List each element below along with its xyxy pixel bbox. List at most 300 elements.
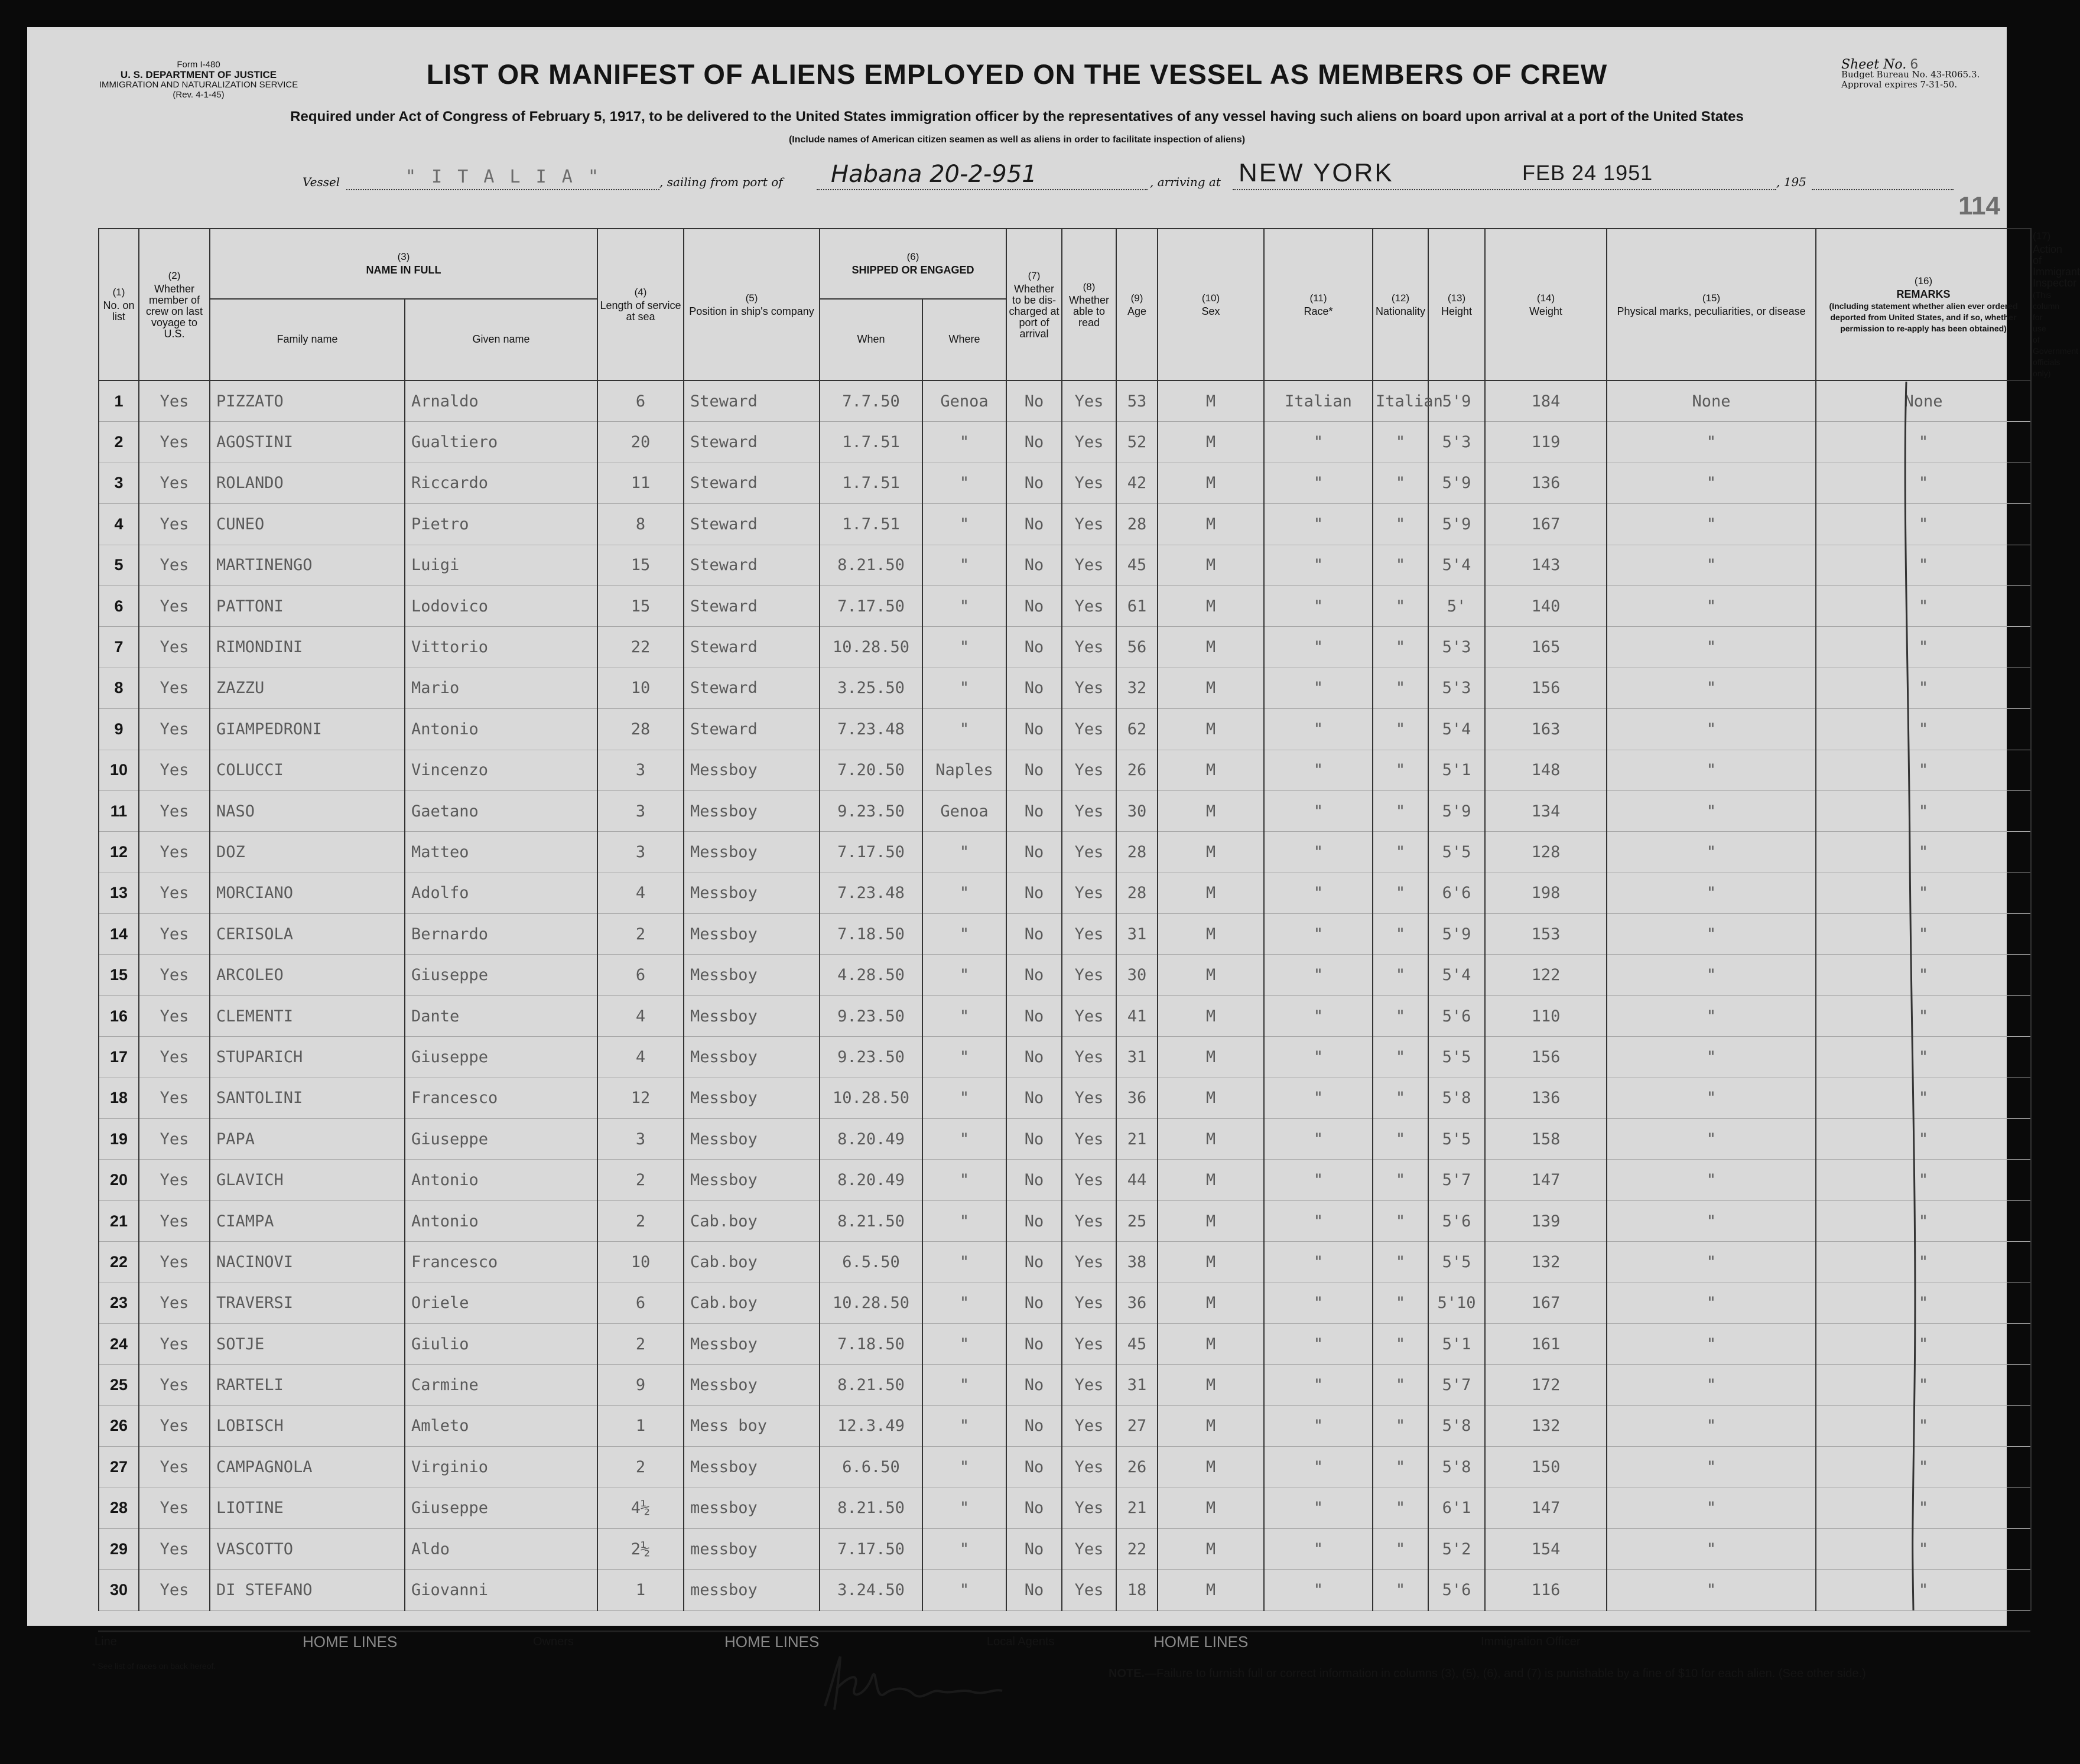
discharged-cell: No bbox=[1006, 1488, 1062, 1528]
read-cell: Yes bbox=[1062, 709, 1116, 750]
sex-cell: M bbox=[1158, 955, 1264, 995]
table-row bbox=[99, 1447, 2031, 1488]
sex-cell: M bbox=[1158, 545, 1264, 585]
row-number: 17 bbox=[99, 1037, 139, 1078]
when-cell: 8.21.50 bbox=[820, 1365, 922, 1405]
col-header-position: (5) Position in ship's company bbox=[684, 229, 820, 380]
service-cell: 2½ bbox=[597, 1528, 684, 1569]
table-row bbox=[99, 585, 2031, 626]
given-name-cell: Pietro bbox=[405, 504, 597, 545]
page-subnote: (Include names of American citizen seamen as well as aliens in order to facilitate inspection of aliens) bbox=[788, 135, 1246, 145]
race-cell: " bbox=[1264, 668, 1373, 708]
where-cell: " bbox=[922, 1037, 1006, 1078]
family-name-cell: RIMONDINI bbox=[210, 627, 405, 668]
read-cell: Yes bbox=[1062, 422, 1116, 463]
position-cell: Steward bbox=[684, 545, 820, 585]
port-of-arrival: NEW YORK bbox=[1239, 158, 1394, 187]
col-header-no: (1) No. on list bbox=[99, 229, 139, 380]
when-cell: 8.21.50 bbox=[820, 545, 922, 585]
weight-cell: 139 bbox=[1485, 1200, 1607, 1241]
race-cell: " bbox=[1264, 627, 1373, 668]
height-cell: 6'1 bbox=[1428, 1488, 1485, 1528]
table-row bbox=[99, 709, 2031, 750]
age-cell: 52 bbox=[1116, 422, 1158, 463]
where-cell: " bbox=[922, 1365, 1006, 1405]
discharged-cell: No bbox=[1006, 790, 1062, 831]
sex-cell: M bbox=[1158, 1200, 1264, 1241]
service-cell: 2 bbox=[597, 914, 684, 955]
given-name-cell: Oriele bbox=[405, 1283, 597, 1323]
service-cell: 4 bbox=[597, 873, 684, 913]
prev-voyage-cell: Yes bbox=[139, 585, 210, 626]
marks-cell: " bbox=[1607, 873, 1816, 913]
row-number: 30 bbox=[99, 1570, 139, 1610]
col-header-nationality: (12) Nationality bbox=[1373, 229, 1428, 380]
col-header-age: (9) Age bbox=[1116, 229, 1158, 380]
height-cell: 5'10 bbox=[1428, 1283, 1485, 1323]
family-name-cell: COLUCCI bbox=[210, 750, 405, 790]
position-cell: Messboy bbox=[684, 995, 820, 1036]
race-cell: " bbox=[1264, 1200, 1373, 1241]
prev-voyage-cell: Yes bbox=[139, 750, 210, 790]
row-number: 9 bbox=[99, 709, 139, 750]
race-cell: " bbox=[1264, 873, 1373, 913]
marks-cell: " bbox=[1607, 504, 1816, 545]
remarks-cell: " bbox=[1816, 1365, 2031, 1405]
sex-cell: M bbox=[1158, 1365, 1264, 1405]
remarks-cell: " bbox=[1816, 585, 2031, 626]
remarks-cell: " bbox=[1816, 709, 2031, 750]
prev-voyage-cell: Yes bbox=[139, 709, 210, 750]
owners-label: Owners bbox=[533, 1635, 574, 1648]
row-number: 21 bbox=[99, 1200, 139, 1241]
sex-cell: M bbox=[1158, 1037, 1264, 1078]
agents-label: Local Agents bbox=[987, 1635, 1055, 1648]
marks-cell: " bbox=[1607, 1528, 1816, 1569]
age-cell: 18 bbox=[1116, 1570, 1158, 1610]
weight-cell: 148 bbox=[1485, 750, 1607, 790]
position-cell: Steward bbox=[684, 380, 820, 422]
given-name-cell: Bernardo bbox=[405, 914, 597, 955]
sex-cell: M bbox=[1158, 668, 1264, 708]
height-cell: 5'3 bbox=[1428, 668, 1485, 708]
sex-cell: M bbox=[1158, 422, 1264, 463]
age-cell: 22 bbox=[1116, 1528, 1158, 1569]
height-cell: 5'5 bbox=[1428, 1037, 1485, 1078]
col-header-when: When bbox=[820, 299, 922, 380]
height-cell: 5'6 bbox=[1428, 1200, 1485, 1241]
footer-rule bbox=[98, 1630, 2030, 1632]
nationality-cell: " bbox=[1373, 914, 1428, 955]
when-cell: 7.20.50 bbox=[820, 750, 922, 790]
marks-cell: " bbox=[1607, 585, 1816, 626]
age-cell: 30 bbox=[1116, 955, 1158, 995]
prev-voyage-cell: Yes bbox=[139, 463, 210, 503]
row-number: 23 bbox=[99, 1283, 139, 1323]
height-cell: 5'6 bbox=[1428, 995, 1485, 1036]
weight-cell: 147 bbox=[1485, 1160, 1607, 1200]
remarks-cell: " bbox=[1816, 1528, 2031, 1569]
race-cell: " bbox=[1264, 463, 1373, 503]
race-cell: " bbox=[1264, 1405, 1373, 1446]
marks-cell: " bbox=[1607, 668, 1816, 708]
discharged-cell: No bbox=[1006, 873, 1062, 913]
prev-voyage-cell: Yes bbox=[139, 380, 210, 422]
read-cell: Yes bbox=[1062, 380, 1116, 422]
position-cell: Steward bbox=[684, 504, 820, 545]
height-cell: 5'4 bbox=[1428, 955, 1485, 995]
position-cell: Messboy bbox=[684, 1037, 820, 1078]
where-cell: " bbox=[922, 1200, 1006, 1241]
family-name-cell: PATTONI bbox=[210, 585, 405, 626]
table-row bbox=[99, 504, 2031, 545]
remarks-cell: " bbox=[1816, 463, 2031, 503]
weight-cell: 116 bbox=[1485, 1570, 1607, 1610]
height-cell: 5'5 bbox=[1428, 1119, 1485, 1160]
row-number: 4 bbox=[99, 504, 139, 545]
when-cell: 7.23.48 bbox=[820, 873, 922, 913]
age-cell: 28 bbox=[1116, 832, 1158, 873]
where-cell: " bbox=[922, 504, 1006, 545]
table-row bbox=[99, 1242, 2031, 1283]
where-cell: " bbox=[922, 627, 1006, 668]
height-cell: 5'9 bbox=[1428, 463, 1485, 503]
remarks-cell: " bbox=[1816, 504, 2031, 545]
race-cell: " bbox=[1264, 1488, 1373, 1528]
weight-cell: 140 bbox=[1485, 585, 1607, 626]
sex-cell: M bbox=[1158, 914, 1264, 955]
nationality-cell: " bbox=[1373, 422, 1428, 463]
height-cell: 5'7 bbox=[1428, 1160, 1485, 1200]
row-number: 7 bbox=[99, 627, 139, 668]
given-name-cell: Dante bbox=[405, 995, 597, 1036]
where-cell: " bbox=[922, 1078, 1006, 1118]
discharged-cell: No bbox=[1006, 1242, 1062, 1283]
height-cell: 5'7 bbox=[1428, 1365, 1485, 1405]
race-cell: " bbox=[1264, 914, 1373, 955]
col-header-name: (3) NAME IN FULL bbox=[210, 229, 597, 299]
read-cell: Yes bbox=[1062, 790, 1116, 831]
sex-cell: M bbox=[1158, 709, 1264, 750]
where-cell: " bbox=[922, 1242, 1006, 1283]
prev-voyage-cell: Yes bbox=[139, 1570, 210, 1610]
marks-cell: " bbox=[1607, 1160, 1816, 1200]
height-cell: 5'3 bbox=[1428, 627, 1485, 668]
given-name-cell: Antonio bbox=[405, 1160, 597, 1200]
table-row bbox=[99, 1488, 2031, 1528]
remarks-cell: " bbox=[1816, 1200, 2031, 1241]
race-cell: " bbox=[1264, 955, 1373, 995]
nationality-cell: " bbox=[1373, 1570, 1428, 1610]
weight-cell: 119 bbox=[1485, 422, 1607, 463]
race-cell: " bbox=[1264, 709, 1373, 750]
given-name-cell: Giuseppe bbox=[405, 1488, 597, 1528]
race-cell: " bbox=[1264, 1570, 1373, 1610]
table-row bbox=[99, 955, 2031, 995]
family-name-cell: TRAVERSI bbox=[210, 1283, 405, 1323]
weight-cell: 167 bbox=[1485, 504, 1607, 545]
nationality-cell: " bbox=[1373, 1283, 1428, 1323]
height-cell: 5'8 bbox=[1428, 1078, 1485, 1118]
officer-signature bbox=[813, 1653, 1008, 1712]
position-cell: messboy bbox=[684, 1570, 820, 1610]
budget-bureau: Budget Bureau No. 43-R065.3. bbox=[1841, 69, 1980, 80]
given-name-cell: Giuseppe bbox=[405, 1119, 597, 1160]
where-cell: " bbox=[922, 1405, 1006, 1446]
port-of-departure: Habana 20-2-951 bbox=[831, 161, 1037, 188]
weight-cell: 147 bbox=[1485, 1488, 1607, 1528]
prev-voyage-cell: Yes bbox=[139, 1405, 210, 1446]
row-number: 15 bbox=[99, 955, 139, 995]
race-cell: " bbox=[1264, 585, 1373, 626]
service-cell: 9 bbox=[597, 1365, 684, 1405]
position-cell: Cab.boy bbox=[684, 1242, 820, 1283]
service-cell: 20 bbox=[597, 422, 684, 463]
position-cell: messboy bbox=[684, 1528, 820, 1569]
weight-cell: 132 bbox=[1485, 1242, 1607, 1283]
position-cell: Messboy bbox=[684, 955, 820, 995]
agents-value: HOME LINES bbox=[1153, 1633, 1249, 1651]
family-name-cell: MORCIANO bbox=[210, 873, 405, 913]
agency-subname: IMMIGRATION AND NATURALIZATION SERVICE bbox=[99, 80, 298, 90]
race-cell: " bbox=[1264, 1447, 1373, 1488]
age-cell: 41 bbox=[1116, 995, 1158, 1036]
table-row bbox=[99, 627, 2031, 668]
marks-cell: " bbox=[1607, 790, 1816, 831]
family-name-cell: CUNEO bbox=[210, 504, 405, 545]
col-header-height: (13) Height bbox=[1428, 229, 1485, 380]
discharged-cell: No bbox=[1006, 1570, 1062, 1610]
position-cell: Messboy bbox=[684, 750, 820, 790]
given-name-cell: Gualtiero bbox=[405, 422, 597, 463]
discharged-cell: No bbox=[1006, 1037, 1062, 1078]
marks-cell: " bbox=[1607, 1037, 1816, 1078]
marks-cell: " bbox=[1607, 832, 1816, 873]
sex-cell: M bbox=[1158, 627, 1264, 668]
age-cell: 42 bbox=[1116, 463, 1158, 503]
remarks-cell: " bbox=[1816, 955, 2031, 995]
read-cell: Yes bbox=[1062, 1365, 1116, 1405]
nationality-cell: " bbox=[1373, 668, 1428, 708]
given-name-cell: Giulio bbox=[405, 1323, 597, 1364]
prev-voyage-cell: Yes bbox=[139, 1365, 210, 1405]
table-row bbox=[99, 1570, 2031, 1610]
nationality-cell: " bbox=[1373, 750, 1428, 790]
prev-voyage-cell: Yes bbox=[139, 873, 210, 913]
nationality-cell: " bbox=[1373, 1528, 1428, 1569]
height-cell: 5'1 bbox=[1428, 1323, 1485, 1364]
sex-cell: M bbox=[1158, 463, 1264, 503]
when-cell: 12.3.49 bbox=[820, 1405, 922, 1446]
where-cell: " bbox=[922, 1119, 1006, 1160]
weight-cell: 153 bbox=[1485, 914, 1607, 955]
col-header-remarks: (16) REMARKS (Including statement whether alien ever ordered deported from United States, and if so, whether permission to re-apply has been obtained) bbox=[1816, 229, 2031, 380]
form-id: Form I-480 bbox=[177, 60, 220, 70]
remarks-cell: None bbox=[1816, 380, 2031, 422]
manifest-sheet bbox=[27, 27, 2080, 1680]
weight-cell: 154 bbox=[1485, 1528, 1607, 1569]
weight-cell: 122 bbox=[1485, 955, 1607, 995]
remarks-cell: " bbox=[1816, 627, 2031, 668]
position-cell: Steward bbox=[684, 668, 820, 708]
sex-cell: M bbox=[1158, 750, 1264, 790]
when-cell: 10.28.50 bbox=[820, 627, 922, 668]
penalty-note: NOTE.—Failure to furnish full or correct information in columns (3), (5), (6), and (7) is punishable by a fine of $10 for each alien. (See other side.) bbox=[1109, 1667, 1866, 1680]
nationality-cell: " bbox=[1373, 1160, 1428, 1200]
weight-cell: 128 bbox=[1485, 832, 1607, 873]
where-cell: " bbox=[922, 1447, 1006, 1488]
sheet-number: 6 bbox=[1910, 57, 1919, 72]
family-name-cell: DOZ bbox=[210, 832, 405, 873]
height-cell: 5'9 bbox=[1428, 380, 1485, 422]
weight-cell: 156 bbox=[1485, 1037, 1607, 1078]
service-cell: 10 bbox=[597, 1242, 684, 1283]
nationality-cell: " bbox=[1373, 585, 1428, 626]
marks-cell: " bbox=[1607, 1488, 1816, 1528]
footnote: * See list of races on back hereof. bbox=[92, 1661, 216, 1671]
prev-voyage-cell: Yes bbox=[139, 1447, 210, 1488]
when-cell: 7.17.50 bbox=[820, 585, 922, 626]
position-cell: Steward bbox=[684, 627, 820, 668]
age-cell: 32 bbox=[1116, 668, 1158, 708]
marks-cell: " bbox=[1607, 627, 1816, 668]
family-name-cell: SANTOLINI bbox=[210, 1078, 405, 1118]
age-cell: 28 bbox=[1116, 873, 1158, 913]
sex-cell: M bbox=[1158, 1242, 1264, 1283]
nationality-cell: Italian bbox=[1373, 380, 1428, 422]
marks-cell: " bbox=[1607, 914, 1816, 955]
remarks-cell: " bbox=[1816, 914, 2031, 955]
prev-voyage-cell: Yes bbox=[139, 1078, 210, 1118]
when-cell: 6.5.50 bbox=[820, 1242, 922, 1283]
given-name-cell: Giovanni bbox=[405, 1570, 597, 1610]
discharged-cell: No bbox=[1006, 750, 1062, 790]
marks-cell: " bbox=[1607, 1405, 1816, 1446]
row-number: 24 bbox=[99, 1323, 139, 1364]
table-row bbox=[99, 1283, 2031, 1323]
discharged-cell: No bbox=[1006, 1365, 1062, 1405]
sex-cell: M bbox=[1158, 1405, 1264, 1446]
when-cell: 7.18.50 bbox=[820, 914, 922, 955]
age-cell: 62 bbox=[1116, 709, 1158, 750]
sex-cell: M bbox=[1158, 380, 1264, 422]
nationality-cell: " bbox=[1373, 627, 1428, 668]
nationality-cell: " bbox=[1373, 1200, 1428, 1241]
family-name-cell: AGOSTINI bbox=[210, 422, 405, 463]
prev-voyage-cell: Yes bbox=[139, 914, 210, 955]
age-cell: 30 bbox=[1116, 790, 1158, 831]
col-header-given-name: Given name bbox=[405, 299, 597, 380]
age-cell: 28 bbox=[1116, 504, 1158, 545]
table-row bbox=[99, 380, 2031, 422]
service-cell: 1 bbox=[597, 1405, 684, 1446]
col-header-race: (11) Race* bbox=[1264, 229, 1373, 380]
remarks-cell: " bbox=[1816, 1405, 2031, 1446]
when-cell: 8.21.50 bbox=[820, 1488, 922, 1528]
sex-cell: M bbox=[1158, 995, 1264, 1036]
row-number: 22 bbox=[99, 1242, 139, 1283]
read-cell: Yes bbox=[1062, 627, 1116, 668]
age-cell: 31 bbox=[1116, 914, 1158, 955]
col-header-read: (8) Whether able to read bbox=[1062, 229, 1116, 380]
age-cell: 53 bbox=[1116, 380, 1158, 422]
given-name-cell: Gaetano bbox=[405, 790, 597, 831]
table-row bbox=[99, 1037, 2031, 1078]
col-header-where: Where bbox=[922, 299, 1006, 380]
discharged-cell: No bbox=[1006, 380, 1062, 422]
given-name-cell: Vincenzo bbox=[405, 750, 597, 790]
when-cell: 4.28.50 bbox=[820, 955, 922, 995]
discharged-cell: No bbox=[1006, 1160, 1062, 1200]
marks-cell: " bbox=[1607, 1365, 1816, 1405]
prev-voyage-cell: Yes bbox=[139, 1037, 210, 1078]
nationality-cell: " bbox=[1373, 1488, 1428, 1528]
nationality-cell: " bbox=[1373, 1405, 1428, 1446]
given-name-cell: Antonio bbox=[405, 709, 597, 750]
discharged-cell: No bbox=[1006, 955, 1062, 995]
when-cell: 8.21.50 bbox=[820, 1200, 922, 1241]
position-cell: Steward bbox=[684, 585, 820, 626]
sex-cell: M bbox=[1158, 1160, 1264, 1200]
read-cell: Yes bbox=[1062, 1570, 1116, 1610]
discharged-cell: No bbox=[1006, 627, 1062, 668]
col-header-weight: (14) Weight bbox=[1485, 229, 1607, 380]
height-cell: 5'4 bbox=[1428, 709, 1485, 750]
sex-cell: M bbox=[1158, 790, 1264, 831]
marks-cell: " bbox=[1607, 709, 1816, 750]
age-cell: 36 bbox=[1116, 1078, 1158, 1118]
nationality-cell: " bbox=[1373, 1447, 1428, 1488]
family-name-cell: NASO bbox=[210, 790, 405, 831]
page-number: 114 bbox=[1958, 191, 2000, 220]
table-row bbox=[99, 1528, 2031, 1569]
remarks-cell: " bbox=[1816, 1283, 2031, 1323]
given-name-cell: Virginio bbox=[405, 1447, 597, 1488]
prev-voyage-cell: Yes bbox=[139, 1323, 210, 1364]
age-cell: 21 bbox=[1116, 1488, 1158, 1528]
remarks-cell: " bbox=[1816, 1037, 2031, 1078]
position-cell: Steward bbox=[684, 463, 820, 503]
table-row bbox=[99, 1160, 2031, 1200]
where-cell: " bbox=[922, 545, 1006, 585]
where-cell: " bbox=[922, 1528, 1006, 1569]
race-cell: " bbox=[1264, 504, 1373, 545]
page-subtitle: Required under Act of Congress of February 5, 1917, to be delivered to the United States immigration officer by the representatives of any vessel having such aliens on board upon arrival at a port of the United States bbox=[290, 109, 1744, 125]
discharged-cell: No bbox=[1006, 585, 1062, 626]
given-name-cell: Riccardo bbox=[405, 463, 597, 503]
when-cell: 1.7.51 bbox=[820, 463, 922, 503]
discharged-cell: No bbox=[1006, 1405, 1062, 1446]
weight-cell: 167 bbox=[1485, 1283, 1607, 1323]
weight-cell: 150 bbox=[1485, 1447, 1607, 1488]
row-number: 25 bbox=[99, 1365, 139, 1405]
prev-voyage-cell: Yes bbox=[139, 790, 210, 831]
inspector-pen-line bbox=[1900, 382, 1924, 1610]
read-cell: Yes bbox=[1062, 873, 1116, 913]
table-row bbox=[99, 995, 2031, 1036]
height-cell: 5'2 bbox=[1428, 1528, 1485, 1569]
remarks-cell: " bbox=[1816, 995, 2031, 1036]
nationality-cell: " bbox=[1373, 504, 1428, 545]
service-cell: 2 bbox=[597, 1160, 684, 1200]
year-label: , 195 bbox=[1776, 175, 1806, 189]
prev-voyage-cell: Yes bbox=[139, 545, 210, 585]
position-cell: Messboy bbox=[684, 1447, 820, 1488]
race-cell: " bbox=[1264, 545, 1373, 585]
form-revision: (Rev. 4-1-45) bbox=[173, 90, 225, 100]
family-name-cell: MARTINENGO bbox=[210, 545, 405, 585]
height-cell: 5'9 bbox=[1428, 504, 1485, 545]
